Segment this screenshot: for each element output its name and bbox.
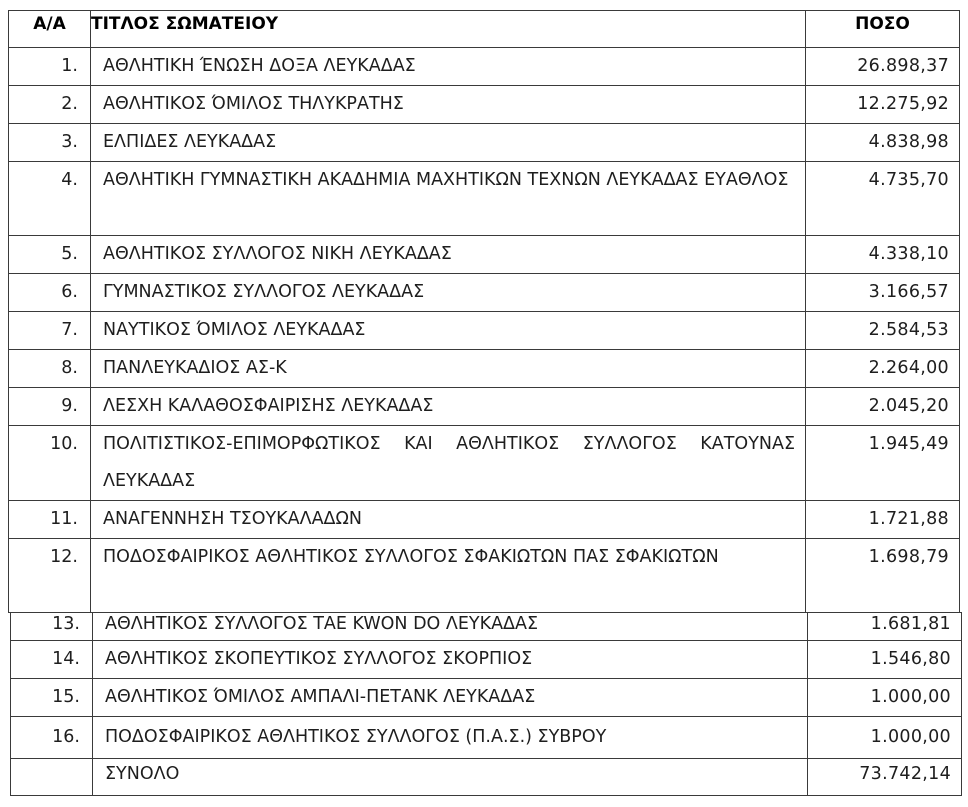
- row-title: ΝΑΥΤΙΚΟΣ ΌΜΙΛΟΣ ΛΕΥΚΑΔΑΣ: [91, 312, 806, 350]
- table-row: [9, 426, 960, 501]
- row-amount: 2.264,00: [806, 350, 960, 388]
- row-title: ΠΑΝΛΕΥΚΑΔΙΟΣ ΑΣ-Κ: [91, 350, 806, 388]
- row-amount: 4.838,98: [806, 124, 960, 162]
- row-amount: 3.166,57: [806, 274, 960, 312]
- table-row: [9, 312, 960, 350]
- row-title: ΓΥΜΝΑΣΤΙΚΟΣ ΣΥΛΛΟΓΟΣ ΛΕΥΚΑΔΑΣ: [91, 274, 806, 312]
- table-row: [9, 48, 960, 86]
- total-row: [11, 759, 962, 796]
- header-index: Α/Α: [9, 11, 91, 48]
- row-title: ΑΘΛΗΤΙΚΟΣ ΣΚΟΠΕΥΤΙΚΟΣ ΣΥΛΛΟΓΟΣ ΣΚΟΡΠΙΟΣ: [93, 641, 808, 679]
- row-index: 5.: [9, 236, 91, 274]
- total-label: ΣΥΝΟΛΟ: [93, 759, 808, 796]
- table-row: [9, 162, 960, 236]
- row-index: 7.: [9, 312, 91, 350]
- table-row: [9, 539, 960, 613]
- row-title: ΑΘΛΗΤΙΚΟΣ ΌΜΙΛΟΣ ΑΜΠΑΛΙ-ΠΕΤΑΝΚ ΛΕΥΚΑΔΑΣ: [93, 679, 808, 717]
- header-amount: ΠΟΣΟ: [806, 11, 960, 48]
- table-row: [11, 613, 962, 641]
- row-title: ΑΘΛΗΤΙΚΟΣ ΣΥΛΛΟΓΟΣ ΝΙΚΗ ΛΕΥΚΑΔΑΣ: [91, 236, 806, 274]
- row-title: ΑΝΑΓΕΝΝΗΣΗ ΤΣΟΥΚΑΛΑΔΩΝ: [91, 501, 806, 539]
- row-amount: 26.898,37: [806, 48, 960, 86]
- row-amount: 2.584,53: [806, 312, 960, 350]
- table-row: [11, 641, 962, 679]
- row-index: 6.: [9, 274, 91, 312]
- row-amount: 1.721,88: [806, 501, 960, 539]
- table-row: [11, 679, 962, 717]
- row-index: 4.: [9, 162, 91, 236]
- row-title: ΠΟΛΙΤΙΣΤΙΚΟΣ-ΕΠΙΜΟΡΦΩΤΙΚΟΣ ΚΑΙ ΑΘΛΗΤΙΚΟΣ ΣΥΛΛΟΓΟΣ ΚΑΤΟΥΝΑΣ ΛΕΥΚΑΔΑΣ: [91, 426, 806, 501]
- row-amount: 2.045,20: [806, 388, 960, 426]
- row-amount: 1.698,79: [806, 539, 960, 613]
- table-row: [9, 236, 960, 274]
- row-amount: 1.546,80: [808, 641, 962, 679]
- row-amount: 1.945,49: [806, 426, 960, 501]
- row-title: ΕΛΠΙΔΕΣ ΛΕΥΚΑΔΑΣ: [91, 124, 806, 162]
- row-title: ΑΘΛΗΤΙΚΗ ΓΥΜΝΑΣΤΙΚΗ ΑΚΑΔΗΜΙΑ ΜΑΧΗΤΙΚΩΝ ΤΕΧΝΩΝ ΛΕΥΚΑΔΑΣ ΕΥΑΘΛΟΣ: [91, 162, 806, 236]
- row-index: 2.: [9, 86, 91, 124]
- row-amount: 1.681,81: [808, 613, 962, 641]
- table-row: [9, 501, 960, 539]
- header-title: ΤΙΤΛΟΣ ΣΩΜΑΤΕΙΟΥ: [91, 11, 806, 48]
- row-title: ΑΘΛΗΤΙΚΗ ΈΝΩΣΗ ΔΟΞΑ ΛΕΥΚΑΔΑΣ: [91, 48, 806, 86]
- row-title: ΠΟΔΟΣΦΑΙΡΙΚΟΣ ΑΘΛΗΤΙΚΟΣ ΣΥΛΛΟΓΟΣ (Π.Α.Σ.) ΣΥΒΡΟΥ: [93, 717, 808, 759]
- row-index: 15.: [11, 679, 93, 717]
- table-row: [9, 274, 960, 312]
- row-amount: 1.000,00: [808, 717, 962, 759]
- row-amount: 4.338,10: [806, 236, 960, 274]
- row-index: 3.: [9, 124, 91, 162]
- row-index: 13.: [11, 613, 93, 641]
- row-title: ΑΘΛΗΤΙΚΟΣ ΣΥΛΛΟΓΟΣ ΤΑΕ KWON DO ΛΕΥΚΑΔΑΣ: [93, 613, 808, 641]
- row-title: ΠΟΔΟΣΦΑΙΡΙΚΟΣ ΑΘΛΗΤΙΚΟΣ ΣΥΛΛΟΓΟΣ ΣΦΑΚΙΩΤΩΝ ΠΑΣ ΣΦΑΚΙΩΤΩΝ: [91, 539, 806, 613]
- total-index: [11, 759, 93, 796]
- row-amount: 4.735,70: [806, 162, 960, 236]
- row-amount: 1.000,00: [808, 679, 962, 717]
- row-title: ΛΕΣΧΗ ΚΑΛΑΘΟΣΦΑΙΡΙΣΗΣ ΛΕΥΚΑΔΑΣ: [91, 388, 806, 426]
- row-title: ΑΘΛΗΤΙΚΟΣ ΌΜΙΛΟΣ ΤΗΛΥΚΡΑΤΗΣ: [91, 86, 806, 124]
- row-index: 1.: [9, 48, 91, 86]
- funding-table-part-2: [10, 612, 962, 796]
- row-index: 8.: [9, 350, 91, 388]
- table-row: [9, 350, 960, 388]
- row-index: 9.: [9, 388, 91, 426]
- row-index: 14.: [11, 641, 93, 679]
- row-index: 16.: [11, 717, 93, 759]
- row-amount: 12.275,92: [806, 86, 960, 124]
- total-amount: 73.742,14: [808, 759, 962, 796]
- table-row: [11, 717, 962, 759]
- row-index: 11.: [9, 501, 91, 539]
- table-row: [9, 388, 960, 426]
- table-row: [9, 124, 960, 162]
- funding-table-part-1: [8, 10, 960, 613]
- table-row: [9, 86, 960, 124]
- row-index: 10.: [9, 426, 91, 501]
- row-index: 12.: [9, 539, 91, 613]
- table-header-row: [9, 11, 960, 48]
